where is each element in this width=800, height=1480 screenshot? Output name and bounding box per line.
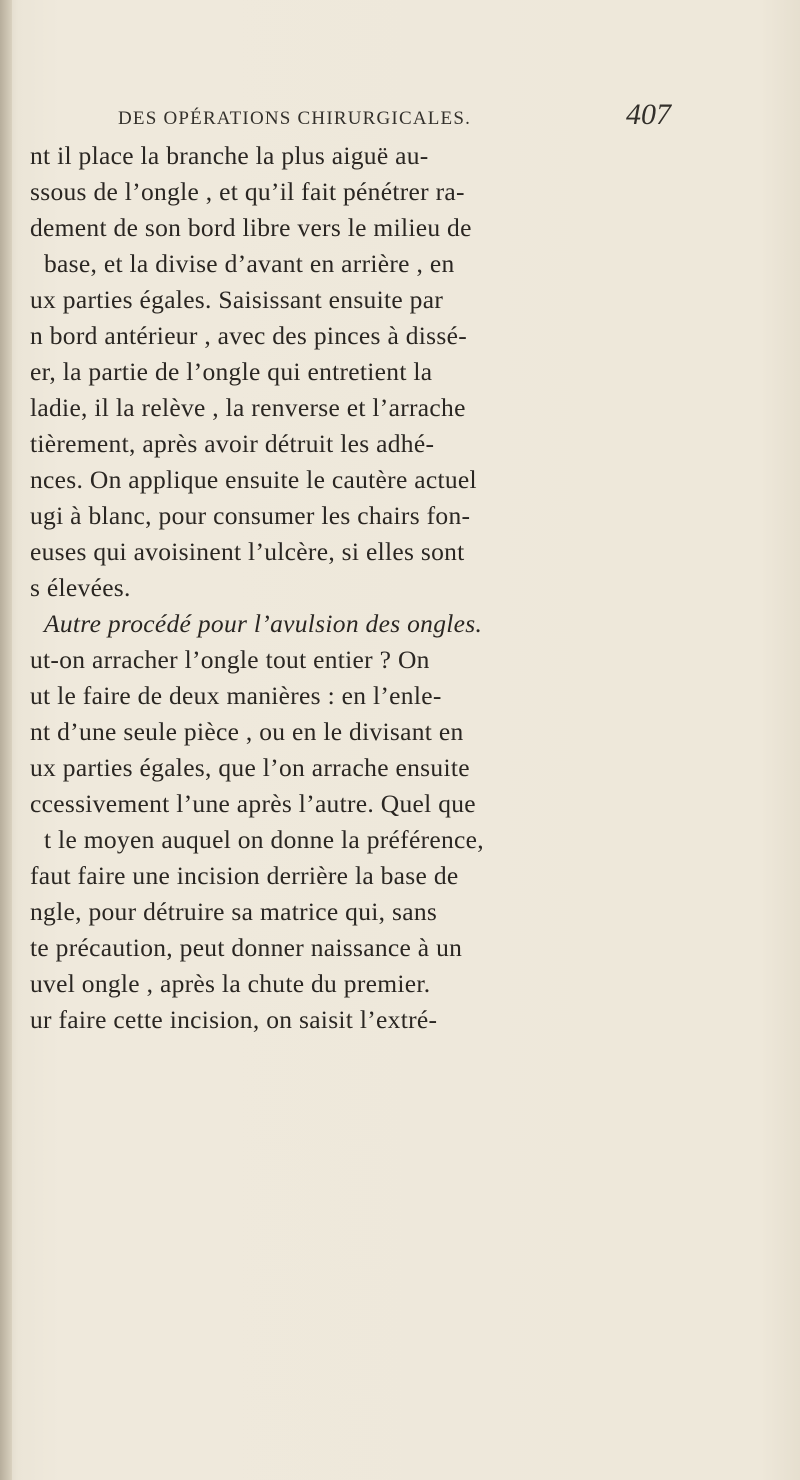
page-gutter-edge (0, 0, 12, 1480)
body-text (30, 138, 770, 1038)
text-line: er, la partie de l’ongle qui entretient la (30, 357, 433, 386)
text-line: ux parties égales. Saisissant ensuite par (30, 285, 444, 314)
text-line: n bord antérieur , avec des pinces à dissé- (30, 321, 468, 350)
text-line: ssous de l’ongle , et qu’il fait pénétrer ra- (30, 177, 465, 206)
text-line: euses qui avoisinent l’ulcère, si elles sont (30, 537, 465, 566)
text-line: t le moyen auquel on donne la préférence, (44, 825, 484, 854)
text-line: ugi à blanc, pour consumer les chairs fon- (30, 501, 471, 530)
section-heading: Autre procédé pour l’avulsion des ongles. (44, 609, 483, 638)
text-line: te précaution, peut donner naissance à un (30, 933, 463, 962)
text-line: ur faire cette incision, on saisit l’extré- (30, 1005, 438, 1034)
text-line: uvel ongle , après la chute du premier. (30, 969, 431, 998)
text-line: s élevées. (30, 573, 131, 602)
text-line: ut le faire de deux manières : en l’enle- (30, 681, 442, 710)
text-line: ux parties égales, que l’on arrache ensuite (30, 753, 470, 782)
page-number: 407 (626, 98, 671, 131)
text-line: nt il place la branche la plus aiguë au- (30, 141, 429, 170)
text-line: ngle, pour détruire sa matrice qui, sans (30, 897, 438, 926)
text-line: ladie, il la relève , la renverse et l’arrache (30, 393, 466, 422)
text-line: faut faire une incision derrière la base de (30, 861, 459, 890)
text-line: ut-on arracher l’ongle tout entier ? On (30, 645, 430, 674)
text-line: nt d’une seule pièce , ou en le divisant en (30, 717, 464, 746)
text-line: base, et la divise d’avant en arrière , en (44, 249, 455, 278)
text-line: ccessivement l’une après l’autre. Quel que (30, 789, 476, 818)
running-title: DES OPÉRATIONS CHIRURGICALES. (118, 108, 472, 129)
text-line: tièrement, après avoir détruit les adhé- (30, 429, 435, 458)
text-line: dement de son bord libre vers le milieu de (30, 213, 472, 242)
text-line: nces. On applique ensuite le cautère actuel (30, 465, 477, 494)
